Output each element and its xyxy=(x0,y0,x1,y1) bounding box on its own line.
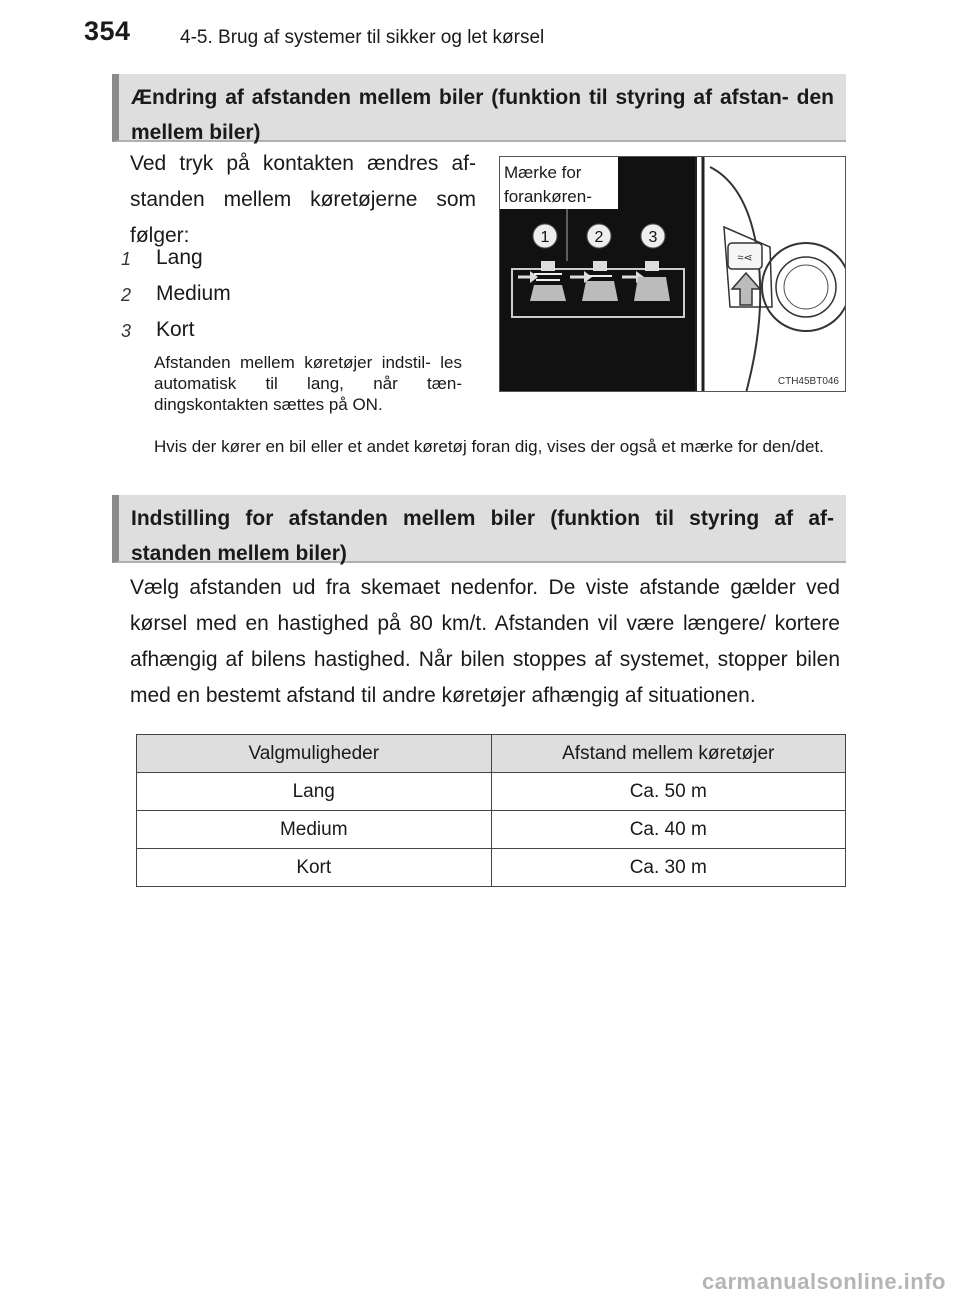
distance-option-list xyxy=(115,240,231,348)
callout-3: 3 xyxy=(648,229,658,246)
table-cell: Ca. 30 m xyxy=(491,849,846,887)
list-item xyxy=(115,240,231,276)
table-cell: Medium xyxy=(137,811,492,849)
distance-switch-illustration xyxy=(499,156,846,392)
list-item-label: Medium xyxy=(156,282,231,305)
callout-1: 1 xyxy=(540,229,550,246)
intro-text: Ved tryk på kontakten ændres af- standen mellem køretøjerne som følger: xyxy=(130,152,476,247)
callout-2: 2 xyxy=(594,229,604,246)
table-row xyxy=(137,811,846,849)
section-heading-distance-change: Ændring af afstanden mellem biler (funktion til styring af afstan- den mellem biler) xyxy=(112,74,846,142)
section-heading-distance-setting: Indstilling for afstanden mellem biler (funktion til styring af af- standen mellem biler) xyxy=(112,495,846,563)
distance-setting-paragraph: Vælg afstanden ud fra skemaet nedenfor. De viste afstande gælder ved kørsel med en hastighed på 80 km/t. Afstanden vil være længere/ kortere afhængig af bilens hastighed. Når bilen stoppes af systemet, stopper bilen med en bestemt afstand til andre køretøjer afhængig af situationen. xyxy=(130,576,840,707)
number-marker: 2 xyxy=(120,285,131,305)
page-number: 354 xyxy=(84,16,131,46)
list-item xyxy=(115,312,231,348)
number-marker: 3 xyxy=(120,321,131,341)
table-row xyxy=(137,773,846,811)
list-item-label: Kort xyxy=(156,318,195,341)
column-header-options: Valgmuligheder xyxy=(137,735,492,773)
watermark: carmanualsonline.info xyxy=(702,1269,946,1294)
auto-setting-note: Afstanden mellem køretøjer indstil- les automatisk til lang, når tæn- dingskontakten sættes på ON. xyxy=(154,353,462,414)
vehicle-ahead-mark-label: Mærke for forankøren- xyxy=(500,157,618,209)
list-item-label: Lang xyxy=(156,246,203,269)
table-cell: Ca. 40 m xyxy=(491,811,846,849)
press-arrow-icon xyxy=(732,273,760,305)
chapter-title: 4-5. Brug af systemer til sikker og let kørsel xyxy=(180,27,545,48)
distance-switch-icon: ≈⋖ xyxy=(737,252,753,264)
table-cell: Lang xyxy=(137,773,492,811)
table-row xyxy=(137,849,846,887)
distance-table xyxy=(136,734,846,887)
number-marker: 1 xyxy=(120,249,131,269)
table-cell: Kort xyxy=(137,849,492,887)
list-item xyxy=(115,276,231,312)
figure-code: CTH45BT046 xyxy=(777,376,839,387)
vehicle-ahead-note: Hvis der kører en bil eller et andet køretøj foran dig, vises der også et mærke for den/det. xyxy=(154,437,824,456)
table-header-row xyxy=(137,735,846,773)
column-header-distance: Afstand mellem køretøjer xyxy=(491,735,846,773)
table-cell: Ca. 50 m xyxy=(491,773,846,811)
